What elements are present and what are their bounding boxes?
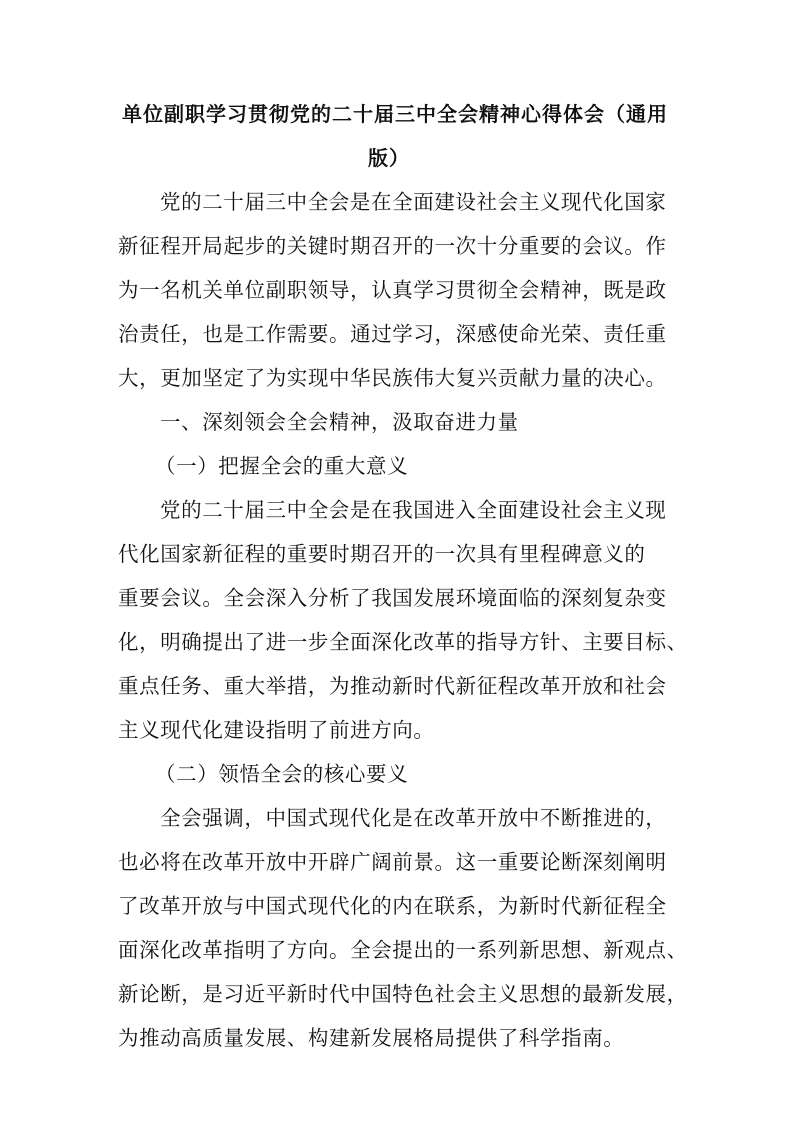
paragraph-line: 党的二十届三中全会是在全面建设社会主义现代化国家 xyxy=(160,190,667,214)
paragraph-line: 治责任，也是工作需要。通过学习，深感使命光荣、责任重 xyxy=(118,322,667,346)
subsection-heading: （一）把握全会的重大意义 xyxy=(155,454,409,478)
paragraph-line: 化，明确提出了进一步全面深化改革的指导方针、主要目标、 xyxy=(118,630,688,654)
paragraph-line: 重要会议。全会深入分析了我国发展环境面临的深刻复杂变 xyxy=(118,586,667,610)
paragraph-line: 党的二十届三中全会是在我国进入全面建设社会主义现 xyxy=(160,498,667,522)
paragraph-line: 也必将在改革开放中开辟广阔前景。这一重要论断深刻阐明 xyxy=(118,850,667,874)
paragraph-line: 新征程开局起步的关键时期召开的一次十分重要的会议。作 xyxy=(118,234,667,258)
paragraph-line: 为推动高质量发展、构建新发展格局提供了科学指南。 xyxy=(118,1026,625,1050)
paragraph-line: 全会强调，中国式现代化是在改革开放中不断推进的， xyxy=(160,806,667,830)
paragraph-line: 代化国家新征程的重要时期召开的一次具有里程碑意义的 xyxy=(118,542,646,566)
paragraph-line: 重点任务、重大举措，为推动新时代新征程改革开放和社会 xyxy=(118,674,667,698)
subsection-heading: （二）领悟全会的核心要义 xyxy=(155,762,409,786)
paragraph-line: 为一名机关单位副职领导，认真学习贯彻全会精神，既是政 xyxy=(118,278,667,302)
paragraph-line: 了改革开放与中国式现代化的内在联系，为新时代新征程全 xyxy=(118,894,667,918)
section-heading: 一、深刻领会全会精神，汲取奋进力量 xyxy=(160,410,519,434)
paragraph-line: 主义现代化建设指明了前进方向。 xyxy=(118,718,435,742)
paragraph-line: 大，更加坚定了为实现中华民族伟大复兴贡献力量的决心。 xyxy=(118,366,667,390)
paragraph-line: 面深化改革指明了方向。全会提出的一系列新思想、新观点、 xyxy=(118,938,688,962)
document-title-line-2: 版） xyxy=(368,146,410,170)
paragraph-line: 新论断，是习近平新时代中国特色社会主义思想的最新发展， xyxy=(118,982,688,1006)
document-title-line-1: 单位副职学习贯彻党的二十届三中全会精神心得体会（通用 xyxy=(122,102,668,126)
